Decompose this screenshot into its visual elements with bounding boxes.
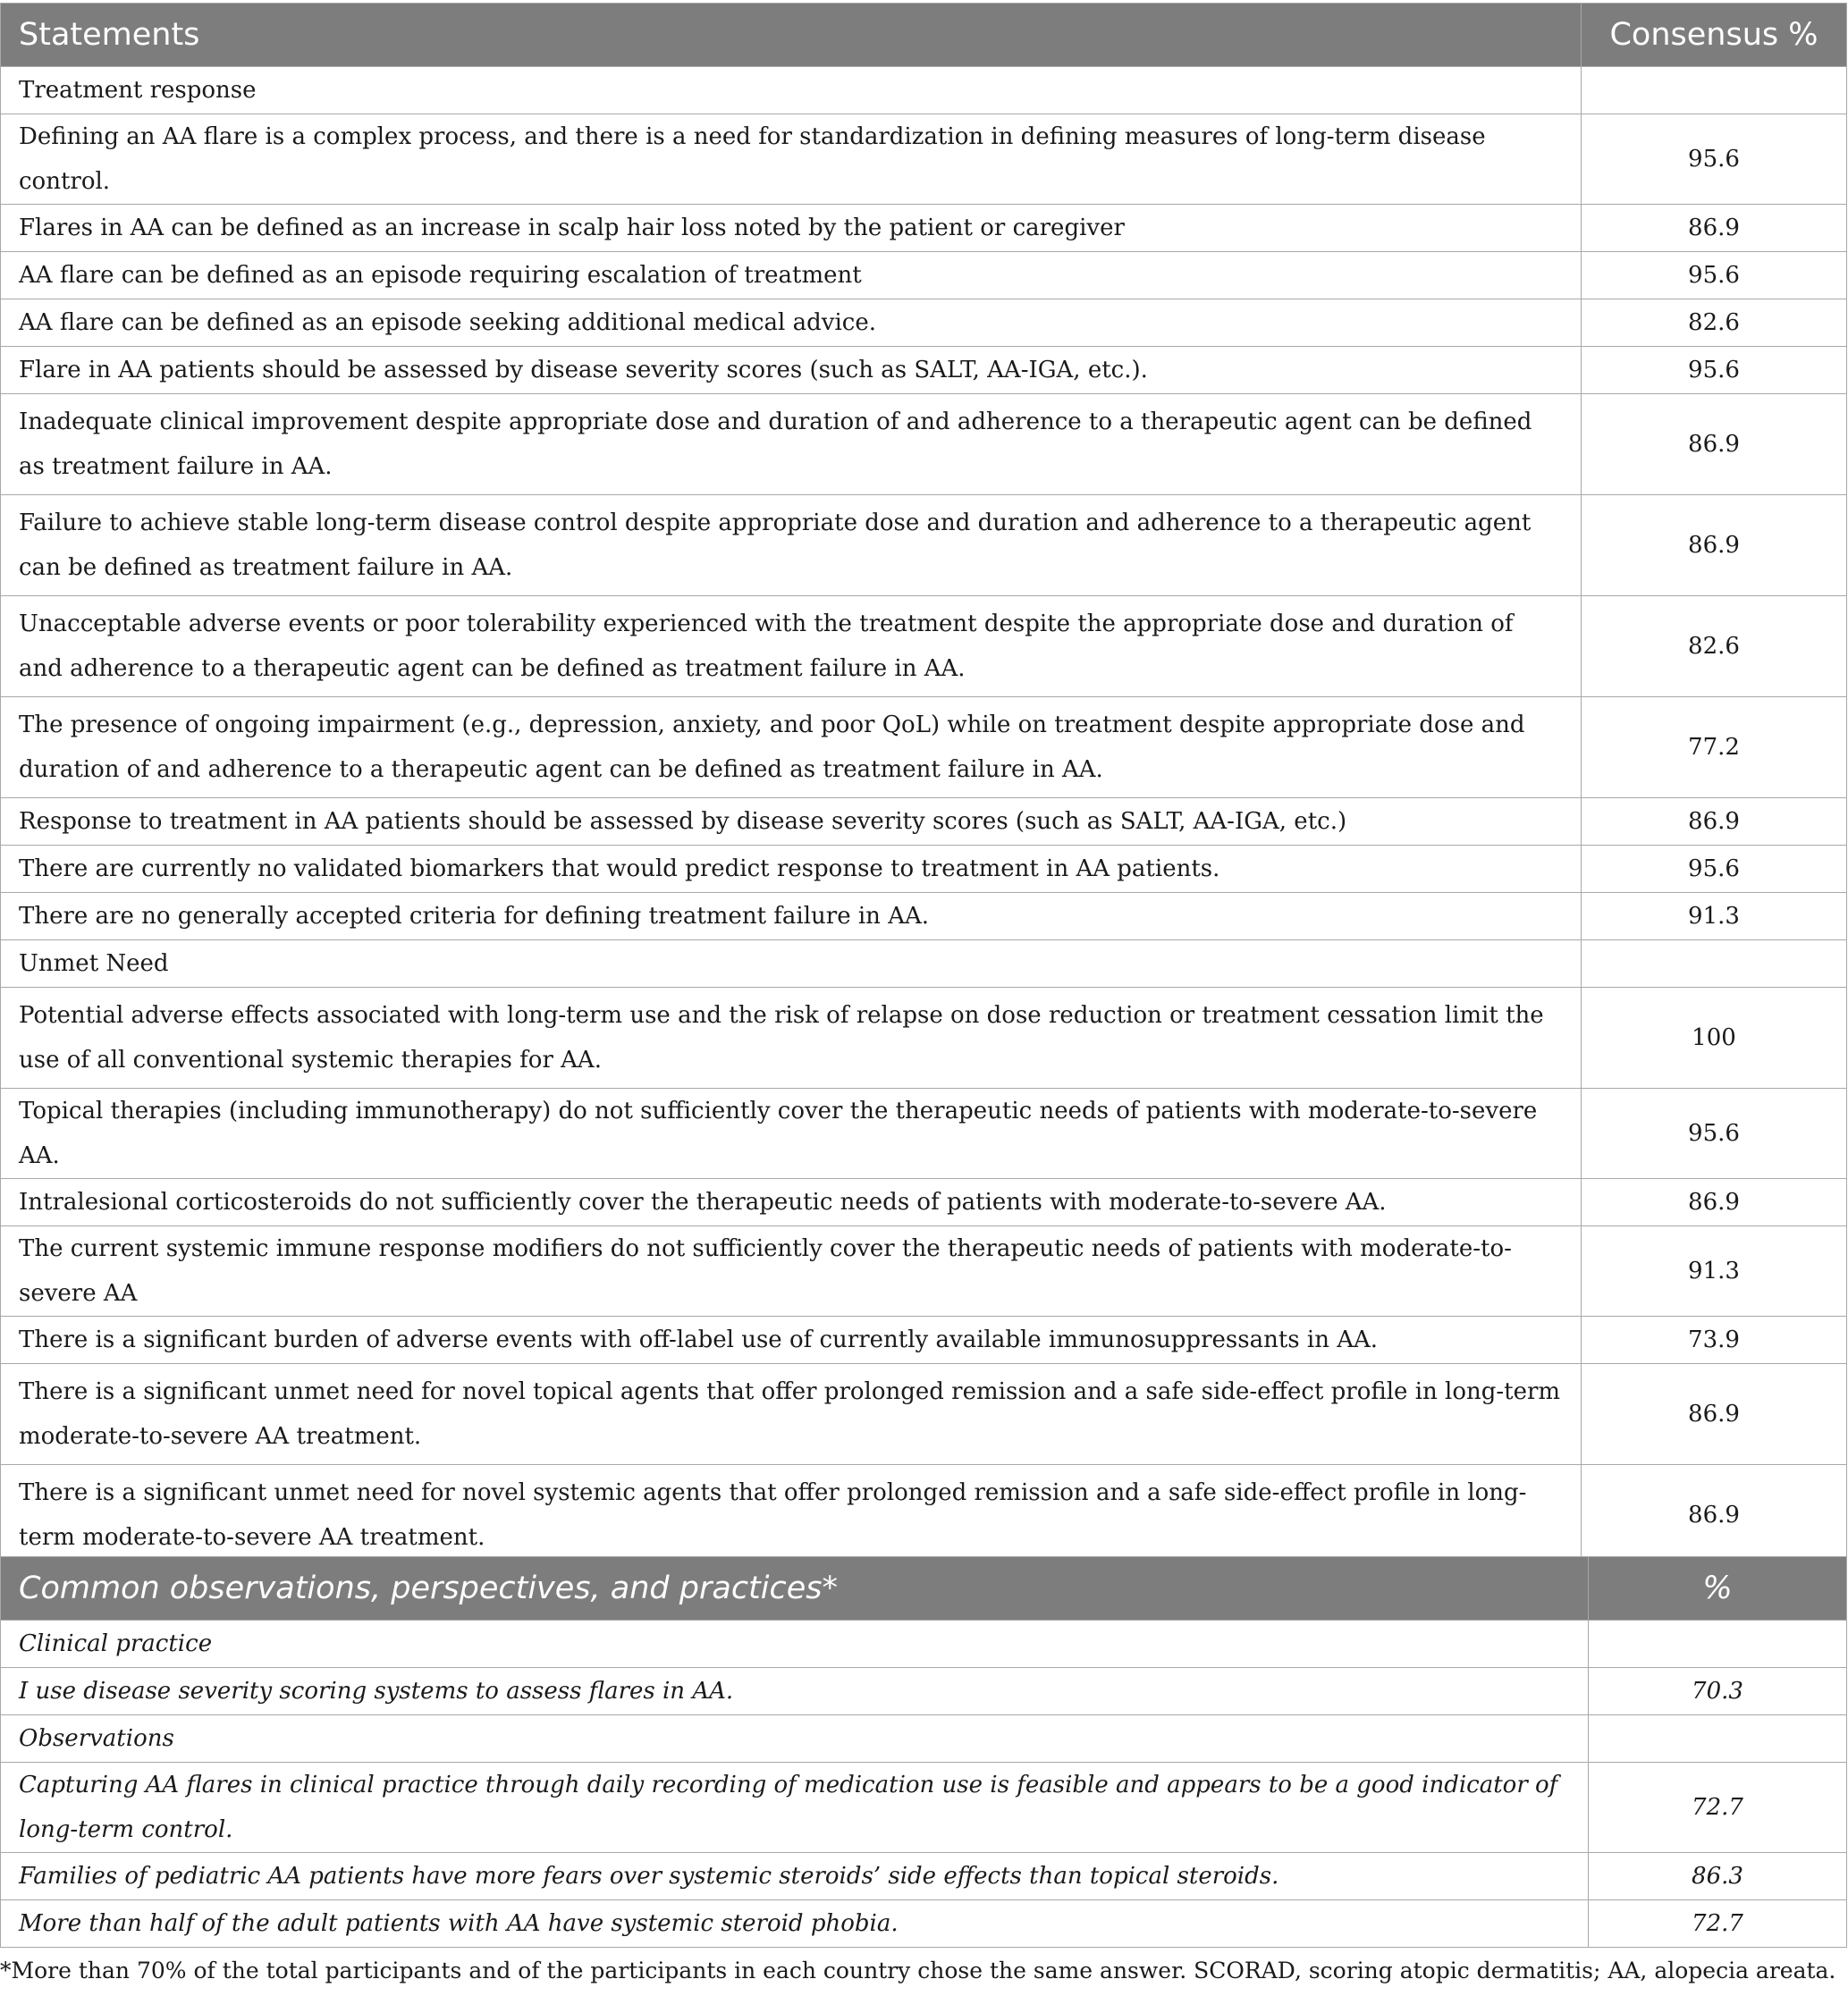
table-row bbox=[1, 1465, 1847, 1566]
statement-text: AA flare can be defined as an episode seeking additional medical advice. bbox=[1, 299, 1582, 347]
observation-text: Families of pediatric AA patients have more fears over systemic steroids’ side effects than topical steroids. bbox=[1, 1853, 1589, 1900]
table-row bbox=[1, 988, 1847, 1089]
consensus-value: 100 bbox=[1582, 988, 1847, 1089]
consensus-value bbox=[1582, 67, 1847, 114]
statement-text: There are no generally accepted criteria for defining treatment failure in AA. bbox=[1, 893, 1582, 940]
statement-text: There is a significant unmet need for novel topical agents that offer prolonged remission and a safe side-effect profile in long-term moderate-to-severe AA treatment. bbox=[1, 1364, 1582, 1465]
table-row bbox=[1, 347, 1847, 394]
consensus-value: 95.6 bbox=[1582, 252, 1847, 299]
statement-text: Flares in AA can be defined as an increase in scalp hair loss noted by the patient or caregiver bbox=[1, 205, 1582, 252]
table-row bbox=[1, 252, 1847, 299]
consensus-value: 86.9 bbox=[1582, 394, 1847, 495]
statement-text: Intralesional corticosteroids do not sufficiently cover the therapeutic needs of patients with moderate-to-severe AA. bbox=[1, 1179, 1582, 1226]
section-label: Clinical practice bbox=[1, 1621, 1589, 1668]
statement-text: There is a significant unmet need for novel systemic agents that offer prolonged remission and a safe side-effect profile in long-term moderate-to-severe AA treatment. bbox=[1, 1465, 1582, 1566]
table-row bbox=[1, 798, 1847, 846]
consensus-column-header: Consensus % bbox=[1582, 4, 1847, 67]
observation-text: Capturing AA flares in clinical practice through daily recording of medication use is feasible and appears to be a good indicator of long-term control. bbox=[1, 1763, 1589, 1853]
statement-text: Flare in AA patients should be assessed by disease severity scores (such as SALT, AA-IGA, etc.). bbox=[1, 347, 1582, 394]
observations-table bbox=[0, 1556, 1847, 1948]
consensus-value: 86.9 bbox=[1582, 495, 1847, 596]
table-row bbox=[1, 846, 1847, 893]
percent-value: 70.3 bbox=[1589, 1668, 1847, 1715]
section-label: Treatment response bbox=[1, 67, 1582, 114]
statement-text: There is a significant burden of adverse events with off-label use of currently available immunosuppressants in AA. bbox=[1, 1317, 1582, 1364]
table-row bbox=[1, 394, 1847, 495]
percent-value bbox=[1589, 1715, 1847, 1763]
percent-value: 72.7 bbox=[1589, 1763, 1847, 1853]
consensus-value bbox=[1582, 940, 1847, 988]
table-row bbox=[1, 1089, 1847, 1179]
percent-value bbox=[1589, 1621, 1847, 1668]
observation-text: I use disease severity scoring systems to assess flares in AA. bbox=[1, 1668, 1589, 1715]
consensus-value: 82.6 bbox=[1582, 299, 1847, 347]
statement-text: Failure to achieve stable long-term disease control despite appropriate dose and duration and adherence to a therapeutic agent can be defined as treatment failure in AA. bbox=[1, 495, 1582, 596]
consensus-value: 86.9 bbox=[1582, 1179, 1847, 1226]
table-row bbox=[1, 205, 1847, 252]
consensus-value: 95.6 bbox=[1582, 347, 1847, 394]
table-row bbox=[1, 495, 1847, 596]
consensus-value: 73.9 bbox=[1582, 1317, 1847, 1364]
consensus-value: 95.6 bbox=[1582, 1089, 1847, 1179]
section-row bbox=[1, 67, 1847, 114]
statement-text: The presence of ongoing impairment (e.g., depression, anxiety, and poor QoL) while on treatment despite appropriate dose and duration of and adherence to a therapeutic agent can be defined as treatment failure in AA. bbox=[1, 697, 1582, 798]
consensus-value: 82.6 bbox=[1582, 596, 1847, 697]
statement-text: Potential adverse effects associated with long-term use and the risk of relapse on dose reduction or treatment cessation limit the use of all conventional systemic therapies for AA. bbox=[1, 988, 1582, 1089]
observations-column-header: Common observations, perspectives, and practices* bbox=[1, 1557, 1589, 1621]
percent-value: 72.7 bbox=[1589, 1900, 1847, 1948]
percent-value: 86.3 bbox=[1589, 1853, 1847, 1900]
consensus-value: 86.9 bbox=[1582, 798, 1847, 846]
table-row bbox=[1, 1853, 1847, 1900]
table-header-row bbox=[1, 1557, 1847, 1621]
statement-text: AA flare can be defined as an episode requiring escalation of treatment bbox=[1, 252, 1582, 299]
statement-text: Unacceptable adverse events or poor tolerability experienced with the treatment despite the appropriate dose and duration of and adherence to a therapeutic agent can be defined as treatment failure in AA. bbox=[1, 596, 1582, 697]
section-row bbox=[1, 940, 1847, 988]
section-row bbox=[1, 1715, 1847, 1763]
consensus-value: 86.9 bbox=[1582, 1465, 1847, 1566]
statement-text: There are currently no validated biomarkers that would predict response to treatment in AA patients. bbox=[1, 846, 1582, 893]
table-row bbox=[1, 1900, 1847, 1948]
percent-column-header: % bbox=[1589, 1557, 1847, 1621]
consensus-value: 95.6 bbox=[1582, 846, 1847, 893]
consensus-value: 91.3 bbox=[1582, 1226, 1847, 1317]
section-label: Observations bbox=[1, 1715, 1589, 1763]
statements-column-header: Statements bbox=[1, 4, 1582, 67]
observation-text: More than half of the adult patients with AA have systemic steroid phobia. bbox=[1, 1900, 1589, 1948]
table-row bbox=[1, 596, 1847, 697]
statement-text: Response to treatment in AA patients should be assessed by disease severity scores (such as SALT, AA-IGA, etc.) bbox=[1, 798, 1582, 846]
consensus-value: 86.9 bbox=[1582, 1364, 1847, 1465]
section-row bbox=[1, 1621, 1847, 1668]
statement-text: Inadequate clinical improvement despite appropriate dose and duration of and adherence to a therapeutic agent can be defined as treatment failure in AA. bbox=[1, 394, 1582, 495]
table-row bbox=[1, 1179, 1847, 1226]
statement-text: Topical therapies (including immunotherapy) do not sufficiently cover the therapeutic needs of patients with moderate-to-severe AA. bbox=[1, 1089, 1582, 1179]
table-row bbox=[1, 893, 1847, 940]
consensus-value: 91.3 bbox=[1582, 893, 1847, 940]
table-row bbox=[1, 1317, 1847, 1364]
table-row bbox=[1, 299, 1847, 347]
section-label: Unmet Need bbox=[1, 940, 1582, 988]
consensus-value: 86.9 bbox=[1582, 205, 1847, 252]
consensus-value: 95.6 bbox=[1582, 114, 1847, 205]
statement-text: Defining an AA flare is a complex process, and there is a need for standardization in defining measures of long-term disease control. bbox=[1, 114, 1582, 205]
table-row bbox=[1, 1668, 1847, 1715]
table-row bbox=[1, 1364, 1847, 1465]
table-header-row bbox=[1, 4, 1847, 67]
table-footnote: *More than 70% of the total participants and of the participants in each country chose the same answer. SCORAD, scoring atopic dermatitis; AA, alopecia areata. bbox=[0, 1958, 1836, 1983]
table-row bbox=[1, 697, 1847, 798]
statement-text: The current systemic immune response modifiers do not sufficiently cover the therapeutic needs of patients with moderate-to-severe AA bbox=[1, 1226, 1582, 1317]
consensus-statements-table bbox=[0, 3, 1847, 1566]
table-row bbox=[1, 1763, 1847, 1853]
table-row bbox=[1, 114, 1847, 205]
table-row bbox=[1, 1226, 1847, 1317]
consensus-value: 77.2 bbox=[1582, 697, 1847, 798]
